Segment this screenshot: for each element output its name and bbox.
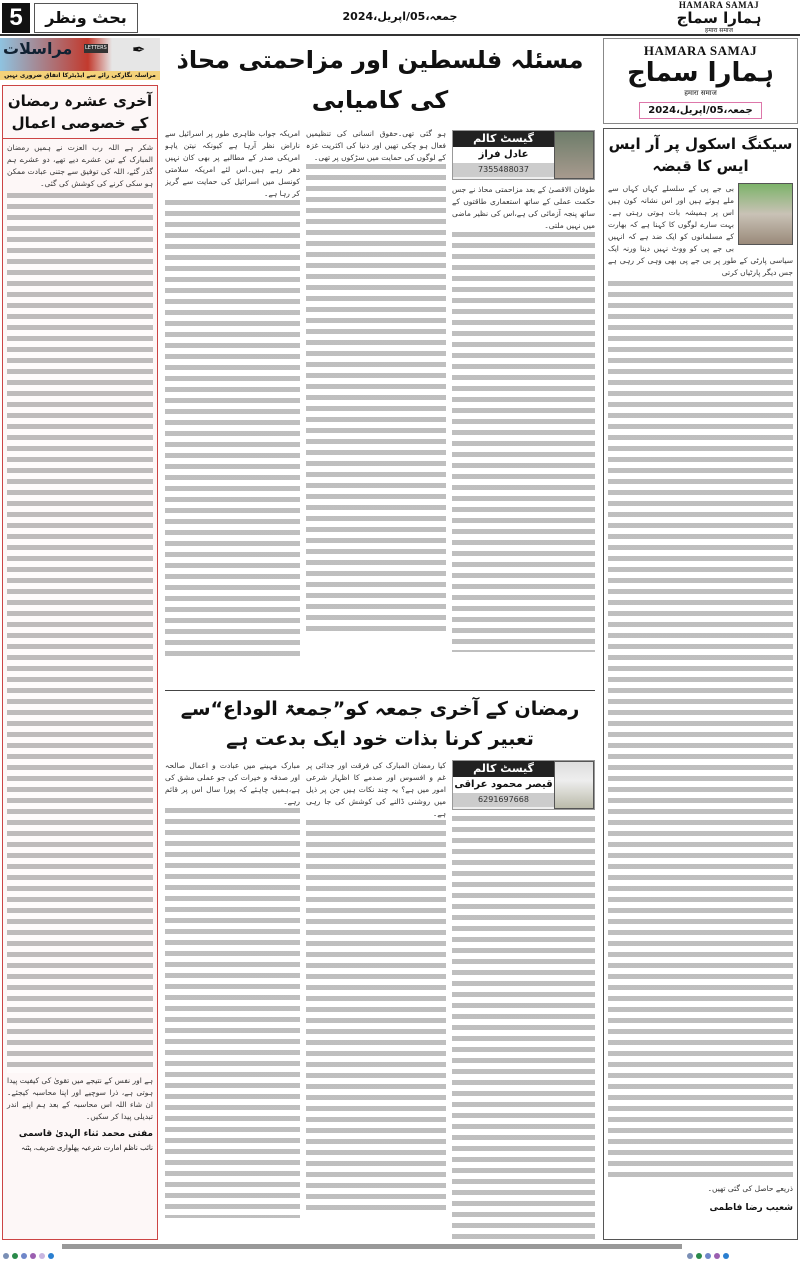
letters-title: مراسلات (3, 39, 73, 58)
logo-hindi: हमारा समाज (705, 27, 733, 34)
author-name: قیصر محمود عراقی (453, 777, 554, 793)
masthead-logo-english: HAMARA SAMAJ (643, 43, 758, 58)
right-article-author: شعیب رضا فاطمی (709, 1203, 793, 1213)
second-col-1-intro: مبارک مہینے میں عبادت و اعمال صالحہ اور صدقہ و خیرات کی جو عملی مشق کی ہے،ہمیں چاہئے کہ پورا سال اس پر قائم رہے۔ (165, 761, 300, 806)
section-title: بحث ونظر (34, 3, 138, 33)
author-photo (554, 761, 594, 809)
letters-disclaimer: مراسلہ نگارکی رائے سے ایڈیٹرکا اتفاق ضروری نہیں (0, 71, 160, 80)
letterbox-label: LETTERS (85, 45, 107, 51)
page-number: 5 (2, 3, 30, 33)
main-col-2-intro: ہو گئی تھی۔حقوق انسانی کی تنظیمیں فعال ہو چکی تھیں اور دنیا کی اکثریت غزہ کے لوگوں کی حمایت میں سڑکوں پر تھی۔ (306, 129, 446, 162)
guest-column-label: گیسٹ کالم (453, 761, 554, 777)
guest-column-label: گیسٹ کالم (453, 131, 554, 147)
logo-english: HAMARA SAMAJ (678, 0, 760, 10)
left-article-author-title: نائب ناظم امارت شرعیہ پھلواری شریف، پٹنہ (21, 1144, 153, 1152)
main-col-3 (452, 184, 595, 686)
letters-banner (0, 38, 160, 80)
footer-decoration (3, 1244, 797, 1250)
pen-icon: ✒ (132, 40, 146, 59)
masthead-date: جمعہ،05/اپریل،2024 (639, 102, 762, 119)
header-logo (640, 0, 798, 36)
masthead-logo-urdu: ہمارا سماج (627, 58, 774, 88)
main-col-1-intro: امریکہ جواب ظاہری طور پر اسرائیل سے ناراض نظر آرہا ہے کیونکہ نیتن یاہو امریکی صدر کے مطالبے پر بھی کان نہیں دھر رہے ہیں۔اس لئے امریکہ سلامتی کونسل میں اسرائیل کی حمایت سے گریز کر رہا ہے۔ (165, 129, 300, 198)
main-col-1-text (165, 200, 300, 660)
right-article-title: سیکنگ اسکول پر آر ایس ایس کا قبضہ (608, 135, 793, 175)
main-headline: مسئلہ فلسطین اور مزاحمتی محاذ کی کامیابی (176, 46, 584, 114)
second-guest-box (452, 760, 595, 810)
second-col-2-text (306, 820, 446, 1215)
right-article (603, 128, 798, 1240)
second-col-2 (306, 760, 446, 1240)
masthead-logo-hindi: हमारा समाज (684, 89, 717, 97)
logo-urdu: ہمارا سماج (676, 9, 762, 27)
main-guest-box (452, 130, 595, 180)
left-article-author: مفتی محمد ثناء الہدیٰ قاسمی (18, 1129, 153, 1139)
main-col-1 (165, 128, 300, 686)
right-article-outro: ذریعے حاصل کی گئی تھیں۔ (707, 1184, 793, 1193)
page-header (0, 0, 800, 36)
masthead-box (603, 38, 798, 124)
left-article-title: آخری عشرہ رمضان کے خصوصی اعمال (3, 86, 157, 139)
author-photo (738, 183, 793, 245)
right-article-intro: بی جے پی کے سلسلے کہاں کہاں سے ملے ہوئے ہیں اور اس نشانہ کون ہیں اس پر ہمیشہ بات ہوتی رہتی ہے۔ بہت سارے لوگوں کا کہنا ہے کہ بھارت کے مسلمانوں کو ایک ضد ہے کہ انہیں بی جے پی کو ووٹ نہیں دینا ورنہ ایک سیاسی پارٹی کے طور پر بی جے پی بھی وہی کر رہی ہے جس دیگر پارٹیاں کرتی (608, 184, 793, 277)
main-col-2 (306, 128, 446, 686)
main-col-3-intro: طوفان الاقصیٰ کے بعد مزاحمتی محاذ نے جس حکمت عملی کے ساتھ استعماری طاقتوں کے ساتھ پنجہ آزمائی کی ہے،اس کی نظیر ماضی میں نہیں ملتی۔ (452, 185, 595, 230)
left-article-body (7, 193, 153, 1073)
left-article-outro: ہے اور نفس کے نتیجے میں تقویٰ کی کیفیت پیدا ہوتی ہے، ذرا سوچیے اور اپنا محاسبہ کیجئے۔ان شاء اللہ اس محاسبہ کے بعد ہم اپنے اندر تبدیلی پیدا کر سکیں۔ (7, 1076, 153, 1121)
second-col-2-intro: کیا رمضان المبارک کی فرقت اور جدائی پر غم و افسوس اور صدمے کا اظہار شرعی امور میں ہے؟ یہ چند نکات ہیں جن پر ذیل میں روشنی ڈالنے کی کوشش کی جا رہی ہے۔ (306, 761, 446, 818)
divider (165, 690, 595, 691)
author-photo (554, 131, 594, 179)
left-article-intro: شکر ہے اللہ رب العزت نے ہمیں رمضان المبارک کے تین عشرے دیے تھے، دو عشرے ہم گذر گئے، اللہ کی توفیق سے جتنی عبادت ممکن ہو سکی کرنے کی کوشش کی گئی۔ (7, 143, 153, 188)
second-col-3-text (452, 816, 595, 1240)
left-article (2, 85, 158, 1240)
header-date: جمعہ،05/اپریل،2024 (342, 10, 458, 23)
author-name: عادل فراز (453, 147, 554, 163)
main-col-2-text (306, 164, 446, 634)
second-headline: رمضان کے آخری جمعہ کو”جمعۃ الوداع“سے تعبیر کرنا بذات خود ایک بدعت ہے (180, 698, 580, 750)
main-col-3-text (452, 232, 595, 652)
author-phone: 6291697668 (453, 793, 554, 807)
second-col-1-text (165, 808, 300, 1218)
author-phone: 7355488037 (453, 163, 554, 177)
right-article-body (608, 281, 793, 1181)
second-col-1 (165, 760, 300, 1240)
